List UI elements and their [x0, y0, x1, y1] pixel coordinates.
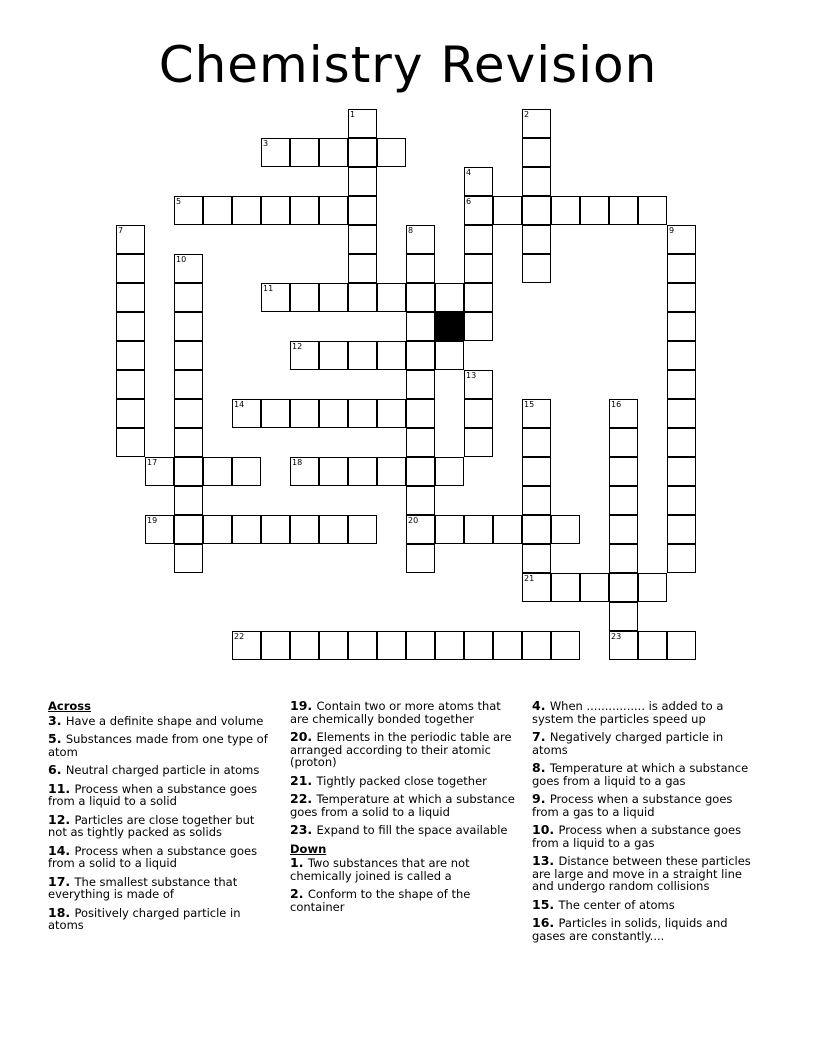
grid-cell[interactable]	[522, 573, 551, 602]
grid-cell[interactable]	[464, 167, 493, 196]
clue-item	[532, 917, 760, 942]
clue-number: 3	[263, 139, 269, 148]
grid-cell[interactable]	[406, 370, 435, 399]
clue-text: Two substances that are not chemically joined is called a	[290, 856, 470, 883]
grid-cell[interactable]	[290, 283, 319, 312]
clue-text: The center of atoms	[558, 897, 675, 912]
clue-item	[532, 824, 760, 849]
grid-cell[interactable]	[580, 573, 609, 602]
clue-item	[532, 793, 760, 818]
grid-cell[interactable]	[609, 602, 638, 631]
grid-cell[interactable]	[667, 283, 696, 312]
grid-cell[interactable]	[174, 370, 203, 399]
clue-item	[290, 793, 518, 818]
clue-text: The smallest substance that everything is made of	[48, 874, 238, 901]
grid-cell[interactable]	[261, 399, 290, 428]
grid-cell[interactable]	[319, 138, 348, 167]
grid-cell[interactable]	[667, 312, 696, 341]
grid-cell[interactable]	[377, 341, 406, 370]
grid-cell[interactable]	[609, 544, 638, 573]
grid-cell[interactable]	[406, 486, 435, 515]
grid-cell[interactable]	[116, 312, 145, 341]
clue-text: Particles are close together but not as tightly packed as solids	[48, 812, 255, 839]
clue-item	[532, 731, 760, 756]
clue-number-label: 9.	[532, 791, 550, 806]
clue-item	[290, 700, 518, 725]
grid-cell[interactable]	[609, 457, 638, 486]
clue-number: 13	[466, 371, 477, 380]
clue-number: 22	[234, 632, 245, 641]
grid-cell[interactable]	[203, 457, 232, 486]
grid-cell[interactable]	[667, 225, 696, 254]
grid-cell[interactable]	[667, 254, 696, 283]
clue-text: When ................ is added to a system the particles speed up	[532, 699, 724, 726]
grid-cell[interactable]	[261, 196, 290, 225]
grid-cell[interactable]	[116, 283, 145, 312]
grid-cell[interactable]	[261, 283, 290, 312]
clue-number: 23	[611, 632, 622, 641]
grid-cell[interactable]	[406, 225, 435, 254]
clue-number-label: 5.	[48, 731, 66, 746]
grid-cell[interactable]	[464, 370, 493, 399]
grid-cell[interactable]	[116, 370, 145, 399]
across-clue-list	[48, 712, 276, 932]
grid-cell[interactable]	[609, 631, 638, 660]
clue-number-label: 3.	[48, 712, 66, 728]
grid-cell[interactable]	[290, 138, 319, 167]
grid-cell[interactable]	[522, 631, 551, 660]
grid-cell[interactable]	[116, 341, 145, 370]
grid-cell[interactable]	[232, 196, 261, 225]
grid-cell[interactable]	[406, 254, 435, 283]
grid-cell[interactable]	[174, 283, 203, 312]
grid-cell[interactable]	[116, 399, 145, 428]
grid-cell[interactable]	[348, 196, 377, 225]
grid-cell[interactable]	[464, 631, 493, 660]
clue-item	[48, 712, 276, 728]
grid-cell[interactable]	[551, 573, 580, 602]
grid-cell[interactable]	[290, 515, 319, 544]
grid-cell[interactable]	[406, 428, 435, 457]
down-heading: Down	[290, 841, 327, 856]
down-clue-list-continued	[532, 700, 760, 942]
clue-number-label: 1.	[290, 855, 308, 870]
clue-text: Negatively charged particle in atoms	[532, 730, 724, 757]
grid-cell[interactable]	[464, 225, 493, 254]
grid-cell[interactable]	[406, 544, 435, 573]
grid-cell[interactable]	[319, 457, 348, 486]
clue-text: Temperature at which a substance goes from a solid to a liquid	[290, 792, 515, 819]
grid-cell[interactable]	[522, 486, 551, 515]
grid-cell[interactable]	[522, 428, 551, 457]
grid-cell[interactable]	[464, 399, 493, 428]
grid-cell[interactable]	[667, 370, 696, 399]
clue-number: 17	[147, 458, 158, 467]
grid-cell[interactable]	[667, 544, 696, 573]
grid-cell[interactable]	[522, 254, 551, 283]
grid-cell[interactable]	[203, 515, 232, 544]
blocked-cell	[435, 312, 464, 341]
clue-text: Process when a substance goes from a solid to a liquid	[48, 843, 258, 870]
grid-cell[interactable]	[551, 631, 580, 660]
clue-text: Particles in solids, liquids and gases are constantly....	[532, 916, 728, 943]
grid-cell[interactable]	[522, 109, 551, 138]
grid-cell[interactable]	[348, 225, 377, 254]
clue-item	[532, 896, 760, 912]
grid-cell[interactable]	[174, 312, 203, 341]
clue-column-1	[48, 700, 276, 938]
clue-item	[48, 764, 276, 777]
clue-number-label: 19.	[290, 698, 317, 713]
grid-cell[interactable]	[493, 196, 522, 225]
grid-cell[interactable]	[319, 631, 348, 660]
grid-cell[interactable]	[232, 515, 261, 544]
grid-cell[interactable]	[377, 283, 406, 312]
clue-number: 11	[263, 284, 274, 293]
grid-cell[interactable]	[609, 573, 638, 602]
grid-cell[interactable]	[667, 631, 696, 660]
grid-cell[interactable]	[522, 167, 551, 196]
grid-cell[interactable]	[348, 399, 377, 428]
grid-cell[interactable]	[116, 428, 145, 457]
clue-number-label: 12.	[48, 811, 75, 827]
grid-cell[interactable]	[290, 341, 319, 370]
grid-cell[interactable]	[174, 428, 203, 457]
clue-number-label: 2.	[290, 886, 308, 901]
grid-cell[interactable]	[551, 515, 580, 544]
clue-item	[532, 700, 760, 725]
clue-number-label: 15.	[532, 896, 559, 912]
clue-text: Elements in the periodic table are arranged according to their atomic (proton)	[290, 730, 512, 769]
clue-number-label: 10.	[532, 822, 559, 837]
grid-cell[interactable]	[435, 283, 464, 312]
grid-cell[interactable]	[348, 457, 377, 486]
grid-cell[interactable]	[435, 457, 464, 486]
clue-text: Substances made from one type of atom	[48, 732, 268, 759]
clue-number: 5	[176, 197, 182, 206]
grid-cell[interactable]	[348, 109, 377, 138]
grid-cell[interactable]	[609, 486, 638, 515]
clue-item	[290, 731, 518, 769]
clue-text: Positively charged particle in atoms	[48, 905, 241, 932]
grid-cell[interactable]	[667, 486, 696, 515]
clue-text: Process when a substance goes from a liquid to a gas	[532, 823, 742, 850]
grid-cell[interactable]	[261, 631, 290, 660]
grid-cell[interactable]	[348, 341, 377, 370]
grid-cell[interactable]	[522, 515, 551, 544]
grid-cell[interactable]	[522, 196, 551, 225]
clue-item	[48, 733, 276, 758]
clue-item	[290, 772, 518, 788]
grid-cell[interactable]	[551, 196, 580, 225]
grid-cell[interactable]	[609, 399, 638, 428]
grid-cell[interactable]	[174, 196, 203, 225]
grid-cell[interactable]	[174, 486, 203, 515]
grid-cell[interactable]	[116, 225, 145, 254]
grid-cell[interactable]	[377, 457, 406, 486]
grid-cell[interactable]	[290, 399, 319, 428]
clue-item	[290, 824, 518, 837]
clue-text: Process when a substance goes from a liquid to a solid	[48, 781, 258, 808]
grid-cell[interactable]	[667, 515, 696, 544]
grid-cell[interactable]	[638, 573, 667, 602]
grid-cell[interactable]	[174, 457, 203, 486]
grid-cell[interactable]	[609, 428, 638, 457]
grid-cell[interactable]	[522, 544, 551, 573]
grid-cell[interactable]	[464, 428, 493, 457]
clue-number: 15	[524, 400, 535, 409]
clue-item	[48, 842, 276, 870]
grid-cell[interactable]	[493, 515, 522, 544]
clue-item	[532, 762, 760, 787]
page-title: Chemistry Revision	[158, 36, 658, 94]
grid-cell[interactable]	[232, 631, 261, 660]
clue-text: Contain two or more atoms that are chemically bonded together	[290, 699, 501, 726]
grid-cell[interactable]	[406, 631, 435, 660]
grid-cell[interactable]	[319, 399, 348, 428]
grid-cell[interactable]	[406, 341, 435, 370]
grid-cell[interactable]	[174, 341, 203, 370]
clue-number-label: 20.	[290, 729, 317, 744]
clue-number-label: 4.	[532, 698, 550, 713]
clue-number: 1	[350, 110, 356, 119]
grid-cell[interactable]	[116, 254, 145, 283]
grid-cell[interactable]	[174, 399, 203, 428]
clue-text: Expand to fill the space available	[316, 823, 508, 837]
grid-cell[interactable]	[319, 341, 348, 370]
grid-cell[interactable]	[522, 225, 551, 254]
grid-cell[interactable]	[290, 631, 319, 660]
grid-cell[interactable]	[348, 631, 377, 660]
clue-number: 4	[466, 168, 472, 177]
clue-number-label: 11.	[48, 780, 75, 796]
clue-number: 8	[408, 226, 414, 235]
grid-cell[interactable]	[377, 631, 406, 660]
grid-cell[interactable]	[319, 196, 348, 225]
clue-item	[48, 904, 276, 932]
grid-cell[interactable]	[319, 515, 348, 544]
grid-cell[interactable]	[348, 283, 377, 312]
clue-text: Tightly packed close together	[316, 773, 487, 788]
grid-cell[interactable]	[435, 631, 464, 660]
across-clue-list-continued	[290, 700, 518, 837]
clue-number: 21	[524, 574, 535, 583]
clue-item	[290, 857, 518, 882]
clue-number: 6	[466, 197, 472, 206]
clue-number-label: 22.	[290, 791, 317, 806]
clue-text: Have a definite shape and volume	[65, 713, 264, 728]
grid-cell[interactable]	[145, 457, 174, 486]
clue-number: 10	[176, 255, 187, 264]
grid-cell[interactable]	[406, 515, 435, 544]
grid-cell[interactable]	[174, 254, 203, 283]
clue-item	[48, 780, 276, 808]
grid-cell[interactable]	[522, 457, 551, 486]
clue-text: Process when a substance goes from a gas to a liquid	[532, 792, 733, 819]
clue-number: 19	[147, 516, 158, 525]
down-clue-list	[290, 857, 518, 913]
grid-cell[interactable]	[667, 341, 696, 370]
grid-cell[interactable]	[464, 312, 493, 341]
grid-cell[interactable]	[667, 399, 696, 428]
grid-cell[interactable]	[493, 631, 522, 660]
across-heading: Across	[48, 699, 91, 713]
grid-cell[interactable]	[348, 254, 377, 283]
clue-number: 14	[234, 400, 245, 409]
grid-cell[interactable]	[261, 515, 290, 544]
grid-cell[interactable]	[348, 167, 377, 196]
clue-number: 18	[292, 458, 303, 467]
clue-number: 16	[611, 400, 622, 409]
clue-number-label: 18.	[48, 904, 75, 920]
grid-cell[interactable]	[522, 399, 551, 428]
grid-cell[interactable]	[609, 196, 638, 225]
grid-cell[interactable]	[464, 283, 493, 312]
clue-text: Conform to the shape of the container	[290, 887, 471, 914]
grid-cell[interactable]	[667, 428, 696, 457]
grid-cell[interactable]	[232, 457, 261, 486]
clue-item	[290, 888, 518, 913]
grid-cell[interactable]	[609, 515, 638, 544]
grid-cell[interactable]	[319, 283, 348, 312]
grid-cell[interactable]	[377, 138, 406, 167]
grid-cell[interactable]	[464, 254, 493, 283]
clue-item	[48, 873, 276, 901]
grid-cell[interactable]	[435, 341, 464, 370]
grid-cell[interactable]	[580, 196, 609, 225]
grid-cell[interactable]	[667, 457, 696, 486]
clue-number: 12	[292, 342, 303, 351]
grid-cell[interactable]	[232, 399, 261, 428]
clue-item	[532, 855, 760, 893]
clue-number: 2	[524, 110, 530, 119]
clue-number-label: 16.	[532, 915, 559, 930]
grid-cell[interactable]	[406, 457, 435, 486]
clue-number-label: 6.	[48, 762, 66, 777]
grid-cell[interactable]	[290, 457, 319, 486]
clue-number-label: 23.	[290, 822, 317, 837]
grid-cell[interactable]	[348, 515, 377, 544]
clue-number-label: 17.	[48, 873, 75, 889]
clue-number-label: 13.	[532, 853, 559, 868]
grid-cell[interactable]	[435, 515, 464, 544]
clue-number: 20	[408, 516, 419, 525]
clue-text: Neutral charged particle in atoms	[65, 763, 260, 777]
clue-number: 9	[669, 226, 675, 235]
clue-column-2	[290, 700, 518, 919]
clue-column-3	[532, 700, 760, 948]
clue-number-label: 8.	[532, 760, 550, 775]
grid-cell[interactable]	[290, 196, 319, 225]
clue-item	[48, 811, 276, 839]
clue-text: Temperature at which a substance goes from a liquid to a gas	[532, 761, 749, 788]
clue-number-label: 21.	[290, 772, 317, 788]
grid-cell[interactable]	[174, 515, 203, 544]
grid-cell[interactable]	[174, 544, 203, 573]
grid-cell[interactable]	[203, 196, 232, 225]
grid-cell[interactable]	[145, 515, 174, 544]
grid-cell[interactable]	[406, 312, 435, 341]
grid-cell[interactable]	[464, 196, 493, 225]
clue-number: 7	[118, 226, 124, 235]
clue-number-label: 14.	[48, 842, 75, 858]
clue-text: Distance between these particles are large and move in a straight line and undergo random collisions	[532, 854, 751, 893]
grid-cell[interactable]	[638, 196, 667, 225]
grid-cell[interactable]	[406, 399, 435, 428]
grid-cell[interactable]	[522, 138, 551, 167]
grid-cell[interactable]	[261, 138, 290, 167]
grid-cell[interactable]	[638, 631, 667, 660]
grid-cell[interactable]	[464, 515, 493, 544]
grid-cell[interactable]	[348, 138, 377, 167]
clue-number-label: 7.	[532, 729, 550, 744]
grid-cell[interactable]	[377, 399, 406, 428]
grid-cell[interactable]	[406, 283, 435, 312]
